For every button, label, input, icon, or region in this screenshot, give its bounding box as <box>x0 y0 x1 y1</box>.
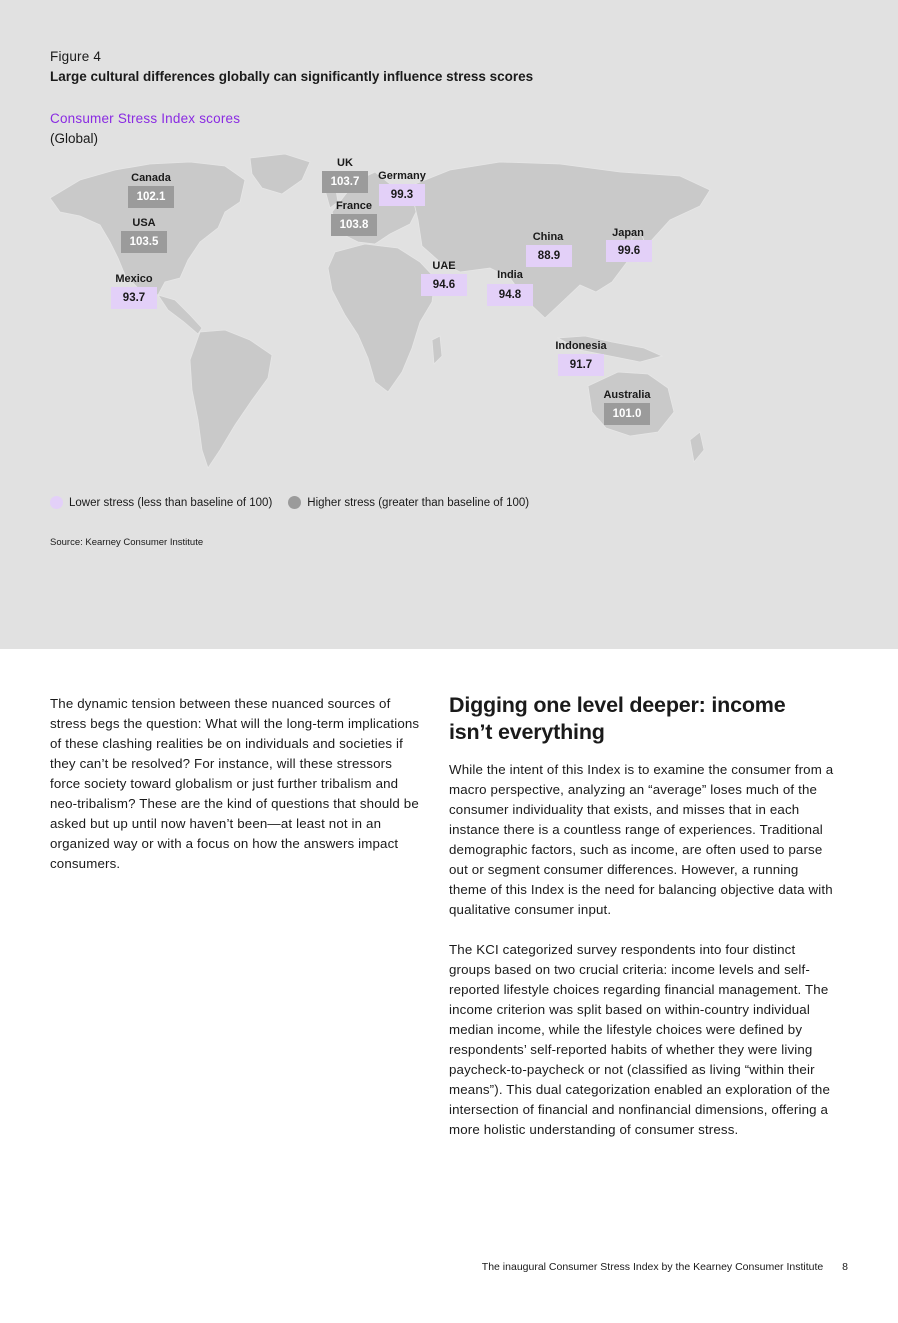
legend-item-low <box>50 496 272 509</box>
legend-label-high: Higher stress (greater than baseline of 100) <box>307 496 530 509</box>
score-germany: 99.3 <box>379 184 425 206</box>
footer-text: The inaugural Consumer Stress Index by the Kearney Consumer Institute <box>481 1261 824 1273</box>
higher-stress-swatch-icon <box>288 496 301 509</box>
score-japan: 99.6 <box>606 240 652 262</box>
figure-scope: (Global) <box>50 131 99 146</box>
figure-label: Figure 4 <box>50 49 102 64</box>
right-column <box>449 692 834 1160</box>
country-name-canada: Canada <box>131 172 171 184</box>
country-name-india: India <box>497 269 523 281</box>
score-uk: 103.7 <box>322 171 368 193</box>
page-number: 8 <box>842 1261 848 1273</box>
score-indonesia: 91.7 <box>558 354 604 376</box>
south-america-landmass <box>190 330 272 468</box>
legend-label-low: Lower stress (less than baseline of 100) <box>69 496 273 509</box>
score-usa: 103.5 <box>121 231 167 253</box>
legend <box>50 496 545 509</box>
new-zealand-landmass <box>690 432 704 462</box>
country-name-indonesia: Indonesia <box>555 340 607 352</box>
country-name-germany: Germany <box>378 170 426 182</box>
lower-stress-swatch-icon <box>50 496 63 509</box>
country-name-mexico: Mexico <box>115 273 153 285</box>
score-australia: 101.0 <box>604 403 650 425</box>
madagascar-landmass <box>432 336 442 364</box>
page-footer <box>482 1261 848 1273</box>
greenland-landmass <box>250 154 310 194</box>
figure-title: Large cultural differences globally can significantly influence stress scores <box>50 69 534 84</box>
score-uae: 94.6 <box>421 274 467 296</box>
left-column-paragraph: The dynamic tension between these nuanced sources of stress begs the question: What will the long-term implications of these clashing realities be on individuals and societies if they can’t be resolved? For instance, will these stressors force society toward globalism or just further tribalism and neo-tribalism? These are the kind of questions that should be asked but up until now haven’t been—at least not in an organized way or with a focus on how the answers impact consumers. <box>50 696 420 871</box>
country-name-usa: USA <box>132 217 156 229</box>
figure-panel <box>0 0 898 649</box>
country-name-uk: UK <box>337 157 353 169</box>
central-america-landmass <box>158 295 202 334</box>
country-name-japan: Japan <box>612 227 644 239</box>
country-name-china: China <box>532 231 564 243</box>
figure-subtitle: Consumer Stress Index scores <box>50 111 241 126</box>
country-name-australia: Australia <box>603 389 651 401</box>
legend-item-high <box>288 496 529 509</box>
score-india: 94.8 <box>487 284 533 306</box>
right-paragraph-1: While the intent of this Index is to examine the consumer from a macro perspective, analyzing an “average” loses much of the consumer individuality that exists, and misses that in each instance there is a countless range of experiences. Traditional demographic factors, such as income, are often used to parse out or segment consumer differences. However, a running theme of this Index is the need for balancing objective data with qualitative consumer input. <box>449 762 834 917</box>
right-paragraph-2: The KCI categorized survey respondents into four distinct groups based on two crucial criteria: income levels and self-reported lifestyle choices regarding financial management. The income criterion was split based on within-country individual median income, while the lifestyle choices were defined by respondents’ self-reported habits of whether they were living paycheck-to-paycheck or not (classified as living “within their means”). This dual categorization enabled an exploration of the intersection of financial and nonfinancial dimensions, offering a more holistic understanding of consumer stress. <box>449 942 831 1137</box>
africa-landmass <box>328 244 435 392</box>
score-canada: 102.1 <box>128 186 174 208</box>
score-mexico: 93.7 <box>111 287 157 309</box>
section-heading: Digging one level deeper: income isn’t everything <box>449 693 786 744</box>
score-france: 103.8 <box>331 214 377 236</box>
score-china: 88.9 <box>526 245 572 267</box>
country-name-uae: UAE <box>432 260 456 272</box>
country-name-france: France <box>335 200 373 212</box>
figure-source: Source: Kearney Consumer Institute <box>50 537 204 548</box>
